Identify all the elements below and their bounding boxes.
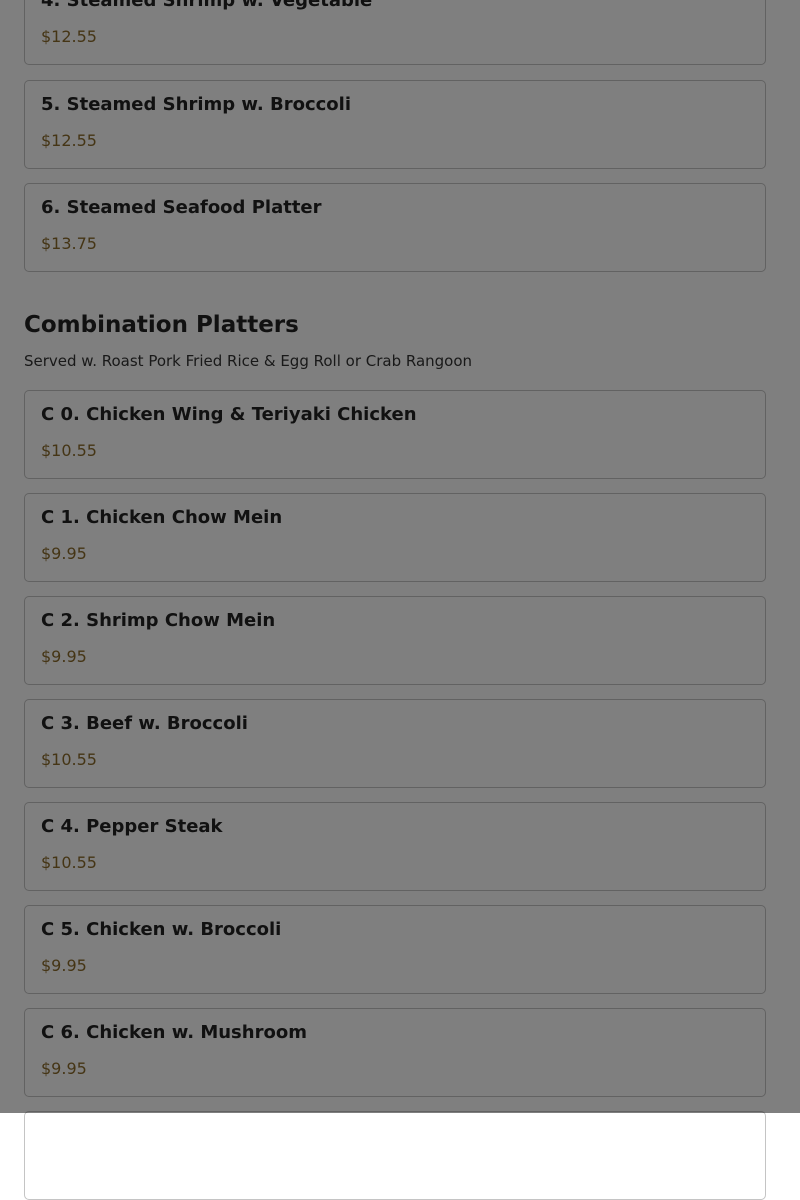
menu-item-card[interactable] [24,1111,766,1200]
